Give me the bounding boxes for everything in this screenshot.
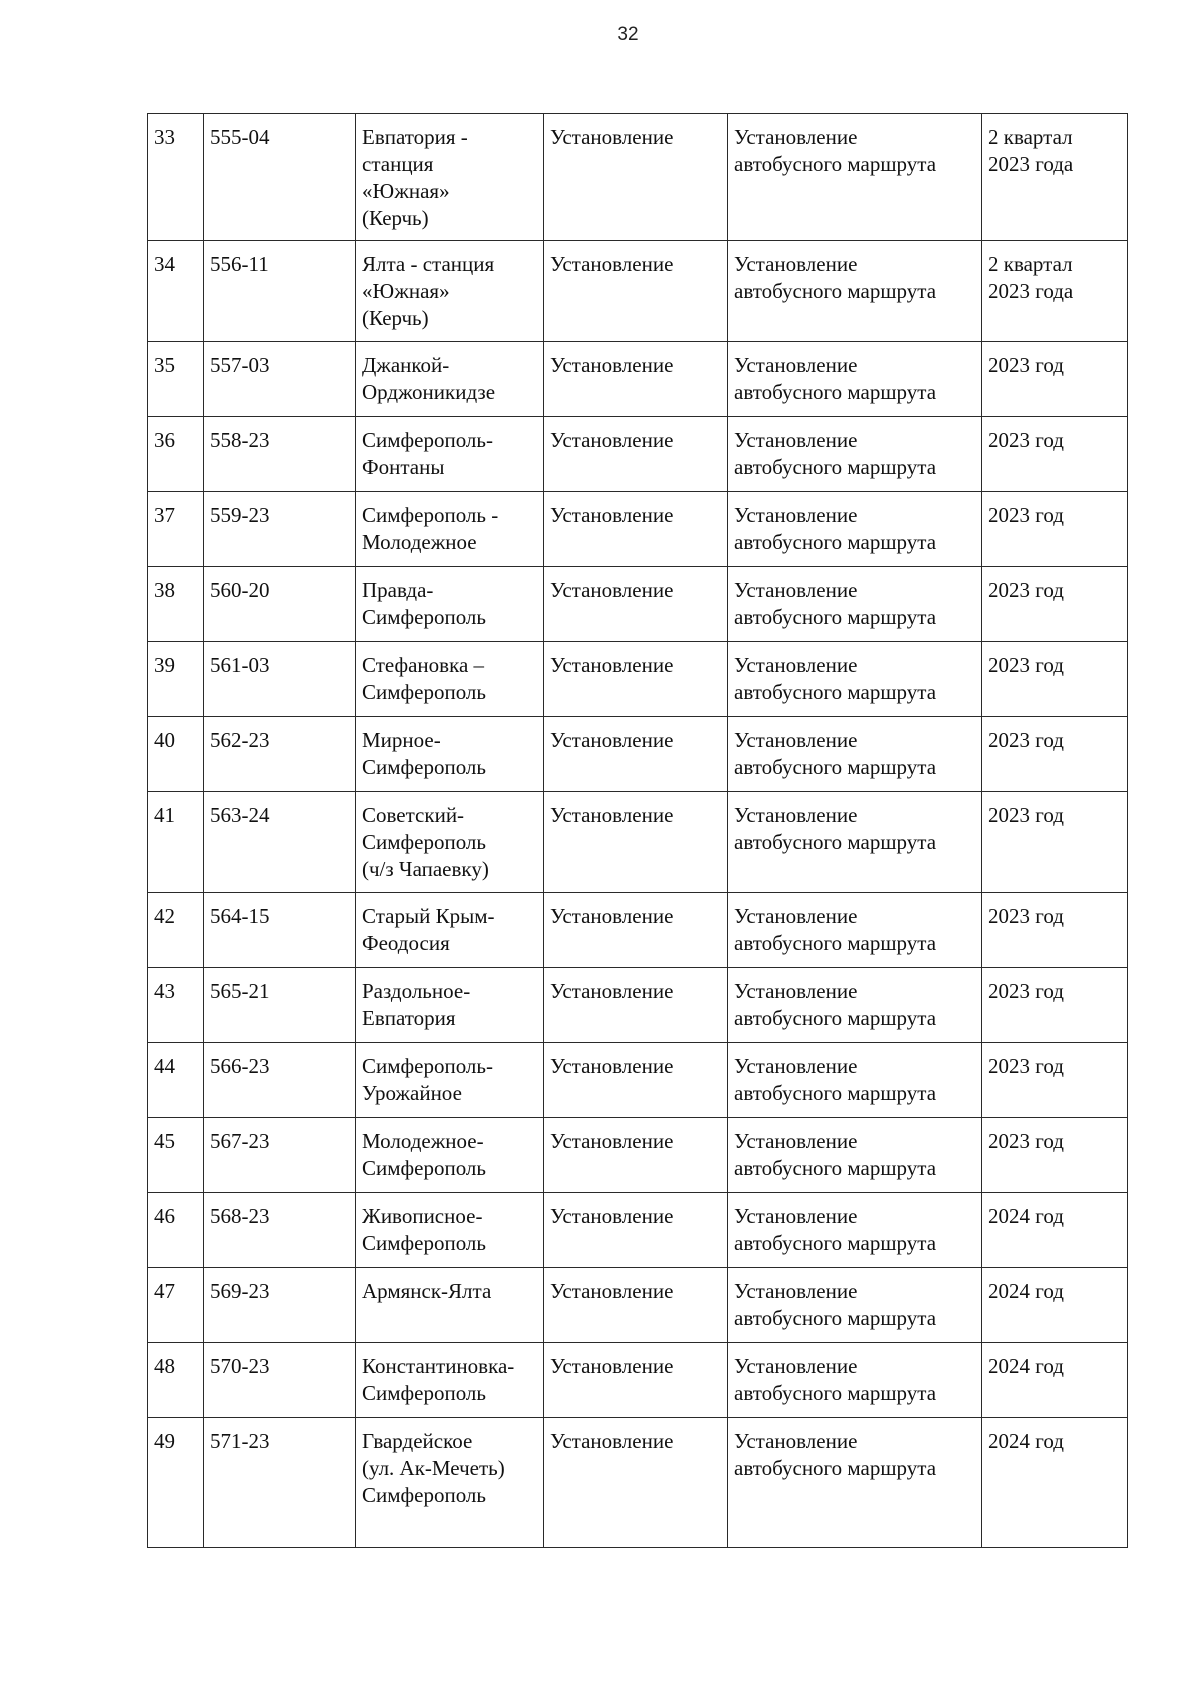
route-description-line: автобусного маршрута [734, 1231, 937, 1255]
route-action-line: Установление [550, 728, 674, 752]
route-action [544, 1268, 728, 1343]
route-name-line: Армянск-Ялта [362, 1279, 492, 1303]
table-row [148, 1118, 1128, 1193]
routes-table [147, 113, 1128, 1548]
route-date [982, 968, 1128, 1043]
route-date-line: 2023 год [988, 428, 1064, 452]
route-code [204, 1193, 356, 1268]
route-description [728, 1193, 982, 1268]
route-action-line: Установление [550, 1129, 674, 1153]
route-name-line: Орджоникидзе [362, 380, 496, 404]
route-name [356, 492, 544, 567]
route-date-line: 2023 год [988, 578, 1064, 602]
route-name-line: (ч/з Чапаевку) [362, 857, 489, 881]
route-date-line: 2023 год [988, 353, 1064, 377]
row-number-line: 44 [154, 1054, 175, 1078]
route-name [356, 1268, 544, 1343]
route-code-line: 571-23 [210, 1429, 270, 1453]
route-date-line: 2023 года [988, 152, 1074, 176]
table-row [148, 241, 1128, 342]
table-row [148, 417, 1128, 492]
row-number-line: 39 [154, 653, 175, 677]
row-number [148, 114, 204, 241]
route-name-line: Стефановка – [362, 653, 485, 677]
route-date [982, 342, 1128, 417]
route-code [204, 1268, 356, 1343]
route-description-line: Установление [734, 1354, 858, 1378]
route-name-line: Феодосия [362, 931, 450, 955]
route-code [204, 567, 356, 642]
route-action-line: Установление [550, 503, 674, 527]
row-number-line: 47 [154, 1279, 175, 1303]
route-date-line: 2023 год [988, 503, 1064, 527]
table-row [148, 893, 1128, 968]
row-number [148, 1043, 204, 1118]
route-date [982, 1268, 1128, 1343]
route-name-line: Молодежное- [362, 1129, 484, 1153]
row-number [148, 893, 204, 968]
route-action-line: Установление [550, 979, 674, 1003]
table-row [148, 567, 1128, 642]
route-description [728, 567, 982, 642]
row-number-line: 38 [154, 578, 175, 602]
route-action [544, 114, 728, 241]
route-action [544, 417, 728, 492]
row-number [148, 792, 204, 893]
route-code [204, 1343, 356, 1418]
table-row [148, 968, 1128, 1043]
route-action [544, 241, 728, 342]
route-description [728, 1418, 982, 1548]
page-number: 32 [617, 24, 639, 45]
route-description-line: Установление [734, 1129, 858, 1153]
route-description-line: автобусного маршрута [734, 1381, 937, 1405]
route-description-line: Установление [734, 904, 858, 928]
route-description [728, 241, 982, 342]
row-number-line: 33 [154, 125, 175, 149]
route-description-line: Установление [734, 728, 858, 752]
route-name-line: Советский- [362, 803, 465, 827]
row-number [148, 1268, 204, 1343]
route-description-line: Установление [734, 979, 858, 1003]
route-name [356, 1118, 544, 1193]
route-action-line: Установление [550, 803, 674, 827]
route-name [356, 792, 544, 893]
route-description [728, 1118, 982, 1193]
routes-table-body [148, 114, 1128, 1548]
route-name [356, 417, 544, 492]
route-description [728, 417, 982, 492]
route-description-line: Установление [734, 1054, 858, 1078]
row-number-line: 34 [154, 252, 175, 276]
route-description-line: Установление [734, 1204, 858, 1228]
route-action-line: Установление [550, 904, 674, 928]
route-code [204, 717, 356, 792]
route-code [204, 642, 356, 717]
route-name-line: Живописное- [362, 1204, 483, 1228]
route-description-line: автобусного маршрута [734, 1456, 937, 1480]
route-name-line: Симферополь [362, 1231, 486, 1255]
route-date [982, 241, 1128, 342]
route-name-line: Симферополь [362, 1483, 486, 1507]
table-row [148, 1418, 1128, 1548]
route-name [356, 893, 544, 968]
row-number-line: 40 [154, 728, 175, 752]
route-name [356, 567, 544, 642]
route-name-line: Раздольное- [362, 979, 471, 1003]
route-action-line: Установление [550, 1429, 674, 1453]
table-row [148, 114, 1128, 241]
table-row [148, 1268, 1128, 1343]
route-action [544, 1043, 728, 1118]
route-description-line: Установление [734, 1429, 858, 1453]
route-name-line: (Керчь) [362, 306, 429, 330]
route-action [544, 492, 728, 567]
route-name-line: Гвардейское [362, 1429, 473, 1453]
route-name-line: Мирное- [362, 728, 441, 752]
row-number-line: 35 [154, 353, 175, 377]
route-description-line: Установление [734, 803, 858, 827]
table-row [148, 642, 1128, 717]
row-number [148, 1343, 204, 1418]
route-action-line: Установление [550, 1204, 674, 1228]
route-description-line: Установление [734, 503, 858, 527]
route-name-line: Симферополь [362, 755, 486, 779]
route-name-line: «Южная» [362, 279, 450, 303]
route-name-line: Симферополь - [362, 503, 499, 527]
route-action [544, 1193, 728, 1268]
route-code-line: 562-23 [210, 728, 270, 752]
route-date [982, 1118, 1128, 1193]
route-action [544, 1418, 728, 1548]
row-number-line: 45 [154, 1129, 175, 1153]
route-date-line: 2023 год [988, 979, 1064, 1003]
route-action-line: Установление [550, 578, 674, 602]
route-name [356, 342, 544, 417]
route-description [728, 642, 982, 717]
row-number [148, 1118, 204, 1193]
route-date [982, 717, 1128, 792]
route-description [728, 792, 982, 893]
route-description-line: автобусного маршрута [734, 1306, 937, 1330]
route-date-line: 2024 год [988, 1204, 1064, 1228]
row-number [148, 241, 204, 342]
route-name-line: Евпатория - [362, 125, 468, 149]
route-date [982, 492, 1128, 567]
row-number [148, 342, 204, 417]
route-name-line: (ул. Ак-Мечеть) [362, 1456, 505, 1480]
row-number [148, 1418, 204, 1548]
route-date-line: 2023 год [988, 803, 1064, 827]
row-number [148, 417, 204, 492]
route-code-line: 560-20 [210, 578, 270, 602]
route-action-line: Установление [550, 252, 674, 276]
route-date-line: 2024 год [988, 1354, 1064, 1378]
route-date [982, 642, 1128, 717]
route-description-line: автобусного маршрута [734, 1081, 937, 1105]
route-name-line: Евпатория [362, 1006, 456, 1030]
route-description-line: автобусного маршрута [734, 755, 937, 779]
route-name-line: «Южная» [362, 179, 450, 203]
route-name [356, 968, 544, 1043]
route-date-line: 2023 год [988, 904, 1064, 928]
route-action-line: Установление [550, 1054, 674, 1078]
route-name-line: Урожайное [362, 1081, 462, 1105]
route-name-line: Фонтаны [362, 455, 445, 479]
row-number-line: 49 [154, 1429, 175, 1453]
route-code-line: 564-15 [210, 904, 270, 928]
route-description-line: автобусного маршрута [734, 931, 937, 955]
route-action [544, 642, 728, 717]
route-action [544, 792, 728, 893]
route-description [728, 1268, 982, 1343]
route-action [544, 342, 728, 417]
route-description-line: Установление [734, 125, 858, 149]
route-date-line: 2 квартал [988, 125, 1073, 149]
route-name [356, 241, 544, 342]
route-code-line: 558-23 [210, 428, 270, 452]
route-name [356, 1418, 544, 1548]
route-description [728, 717, 982, 792]
route-code-line: 556-11 [210, 252, 269, 276]
route-date-line: 2 квартал [988, 252, 1073, 276]
route-name-line: (Керчь) [362, 206, 429, 230]
row-number [148, 642, 204, 717]
route-description [728, 114, 982, 241]
route-action-line: Установление [550, 1354, 674, 1378]
route-name [356, 114, 544, 241]
route-action-line: Установление [550, 353, 674, 377]
route-description-line: автобусного маршрута [734, 830, 937, 854]
route-description [728, 893, 982, 968]
route-date [982, 1343, 1128, 1418]
table-row [148, 1343, 1128, 1418]
route-code-line: 557-03 [210, 353, 270, 377]
table-row [148, 1043, 1128, 1118]
route-action [544, 567, 728, 642]
route-name-line: станция [362, 152, 434, 176]
row-number [148, 492, 204, 567]
route-action [544, 717, 728, 792]
row-number [148, 1193, 204, 1268]
route-description-line: автобусного маршрута [734, 1006, 937, 1030]
route-code-line: 555-04 [210, 125, 270, 149]
route-date-line: 2023 год [988, 728, 1064, 752]
route-date [982, 792, 1128, 893]
route-description-line: Установление [734, 1279, 858, 1303]
route-name [356, 1343, 544, 1418]
route-code [204, 241, 356, 342]
route-code [204, 1043, 356, 1118]
route-date-line: 2024 год [988, 1279, 1064, 1303]
route-name-line: Симферополь- [362, 428, 493, 452]
route-name [356, 642, 544, 717]
row-number [148, 717, 204, 792]
route-name-line: Молодежное [362, 530, 477, 554]
route-action [544, 893, 728, 968]
route-description-line: автобусного маршрута [734, 279, 937, 303]
row-number-line: 42 [154, 904, 175, 928]
route-code-line: 563-24 [210, 803, 270, 827]
route-description [728, 968, 982, 1043]
route-code [204, 417, 356, 492]
route-code [204, 1418, 356, 1548]
table-row [148, 1193, 1128, 1268]
route-date [982, 1043, 1128, 1118]
route-name-line: Старый Крым- [362, 904, 495, 928]
route-description-line: автобусного маршрута [734, 680, 937, 704]
route-date [982, 417, 1128, 492]
table-row [148, 492, 1128, 567]
route-code [204, 792, 356, 893]
row-number-line: 41 [154, 803, 175, 827]
row-number-line: 43 [154, 979, 175, 1003]
route-code [204, 968, 356, 1043]
route-description-line: Установление [734, 428, 858, 452]
route-name-line: Ялта - станция [362, 252, 495, 276]
route-description [728, 1343, 982, 1418]
route-description-line: Установление [734, 653, 858, 677]
route-name-line: Симферополь [362, 830, 486, 854]
route-code-line: 559-23 [210, 503, 270, 527]
row-number-line: 46 [154, 1204, 175, 1228]
route-description-line: автобусного маршрута [734, 530, 937, 554]
route-description-line: автобусного маршрута [734, 152, 937, 176]
route-code-line: 561-03 [210, 653, 270, 677]
route-code-line: 567-23 [210, 1129, 270, 1153]
route-description [728, 1043, 982, 1118]
route-code-line: 565-21 [210, 979, 270, 1003]
route-name [356, 1193, 544, 1268]
route-code [204, 1118, 356, 1193]
route-action [544, 1343, 728, 1418]
route-code-line: 566-23 [210, 1054, 270, 1078]
table-row [148, 717, 1128, 792]
route-name-line: Симферополь [362, 1156, 486, 1180]
route-name-line: Константиновка- [362, 1354, 515, 1378]
route-description-line: автобусного маршрута [734, 455, 937, 479]
route-date [982, 893, 1128, 968]
row-number [148, 968, 204, 1043]
route-action [544, 1118, 728, 1193]
route-name-line: Джанкой- [362, 353, 450, 377]
row-number-line: 37 [154, 503, 175, 527]
route-code-line: 568-23 [210, 1204, 270, 1228]
route-action-line: Установление [550, 653, 674, 677]
row-number-line: 48 [154, 1354, 175, 1378]
table-row [148, 792, 1128, 893]
route-name-line: Симферополь [362, 605, 486, 629]
route-name-line: Симферополь- [362, 1054, 493, 1078]
table-row [148, 342, 1128, 417]
route-name [356, 1043, 544, 1118]
route-description [728, 342, 982, 417]
route-code-line: 569-23 [210, 1279, 270, 1303]
route-description [728, 492, 982, 567]
route-name-line: Правда- [362, 578, 434, 602]
route-description-line: автобусного маршрута [734, 1156, 937, 1180]
route-date-line: 2023 год [988, 1129, 1064, 1153]
row-number [148, 567, 204, 642]
route-code [204, 114, 356, 241]
route-action-line: Установление [550, 428, 674, 452]
route-code-line: 570-23 [210, 1354, 270, 1378]
route-code [204, 342, 356, 417]
route-date [982, 114, 1128, 241]
route-date-line: 2023 года [988, 279, 1074, 303]
route-date-line: 2023 год [988, 1054, 1064, 1078]
route-date-line: 2024 год [988, 1429, 1064, 1453]
route-description-line: Установление [734, 252, 858, 276]
route-description-line: автобусного маршрута [734, 380, 937, 404]
route-action-line: Установление [550, 1279, 674, 1303]
route-code [204, 893, 356, 968]
route-date-line: 2023 год [988, 653, 1064, 677]
route-date [982, 1418, 1128, 1548]
route-name-line: Симферополь [362, 1381, 486, 1405]
route-date [982, 567, 1128, 642]
route-action [544, 968, 728, 1043]
route-description-line: Установление [734, 578, 858, 602]
route-description-line: Установление [734, 353, 858, 377]
route-action-line: Установление [550, 125, 674, 149]
route-name-line: Симферополь [362, 680, 486, 704]
route-description-line: автобусного маршрута [734, 605, 937, 629]
route-name [356, 717, 544, 792]
row-number-line: 36 [154, 428, 175, 452]
route-code [204, 492, 356, 567]
route-date [982, 1193, 1128, 1268]
